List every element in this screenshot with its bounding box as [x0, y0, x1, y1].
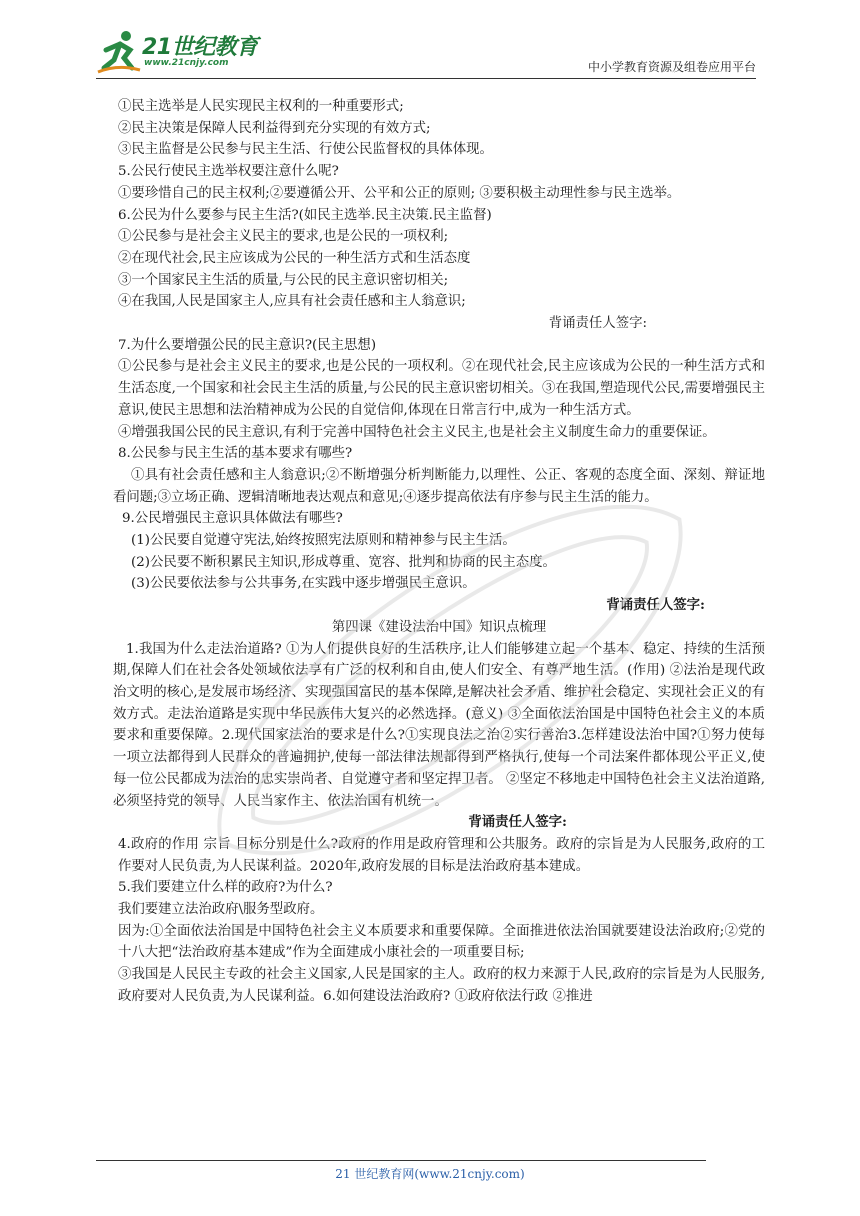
paragraph: 1.我国为什么走法治道路? ①为人们提供良好的生活秩序,让人们能够建立起一个基本、稳定、持续的生活预期,保障人们在社会各处领域依法享有广泛的权利和自由,使人们安全、有尊严地生活。(作用) ②法治是现代政治文明的核心,是发展市场经济、实现强国富民的基本保障,是解决社会矛盾、维护社会稳定、实现社会正义的有效方式。走法治道路是实现中华民族伟大复兴的必然选择。(意义) ③全面依法治国是中国特色社会主义的本质要求和重要保障。2.现代国家法治的要求是什么?①实现良法之治②实行善治3.怎样建设法治中国?①努力使每一项立法都得到人民群众的普遍拥护,使每一部法律法规都得到严格执行,使每一个司法案件都体现公平正义,使每一位公民都成为法治的忠实崇尚者、自觉遵守者和坚定捍卫者。 ②坚定不移地走中国特色社会主义法治道路,必须坚持党的领导、人民当家作主、依法治国有机统一。	[113, 641, 765, 809]
text-line: ③民主监督是公民参与民主生活、行使公民监督权的具体体现。	[118, 142, 493, 158]
text-line: ①公民参与是社会主义民主的要求,也是公民的一项权利;	[118, 229, 449, 245]
question-heading: 6.公民为什么要参与民主生活?(如民主选举.民主决策.民主监督)	[118, 207, 492, 223]
text-line: ②民主决策是保障人民利益得到充分实现的有效方式;	[118, 120, 431, 136]
list-item: (3)公民要依法参与公共事务,在实践中逐步增强民主意识。	[131, 576, 476, 592]
logo-text: 21世纪教育	[142, 35, 258, 60]
footer-divider	[96, 1160, 706, 1161]
list-item: (2)公民要不断积累民主知识,形成尊重、宽容、批判和协商的民主态度。	[131, 554, 556, 570]
footer-source: 21 世纪教育网(www.21cnjy.com)	[335, 1167, 525, 1181]
page-header	[96, 22, 756, 78]
text-line: ④在我国,人民是国家主人,应具有社会责任感和主人翁意识;	[118, 294, 466, 310]
paragraph: ①具有社会责任感和主人翁意识;②不断增强分析判断能力,以理性、公正、客观的态度全面、深刻、辩证地看问题;③立场正确、逻辑清晰地表达观点和意见;④逐步提高依法有序参与民主生活的能力。	[113, 467, 765, 505]
runner-icon	[96, 28, 142, 74]
question-heading: 7.为什么要增强公民的民主意识?(民主思想)	[118, 337, 377, 353]
question-heading: 8.公民参与民主生活的基本要求有哪些?	[118, 446, 353, 462]
lesson-title: 第四课《建设法治中国》知识点梳理	[331, 619, 547, 635]
text-line: ①要珍惜自己的民主权利;②要遵循公开、公平和公正的原则; ③要积极主动理性参与民主选举。	[118, 185, 681, 201]
list-item: (1)公民要自觉遵守宪法,始终按照宪法原则和精神参与民主生活。	[131, 533, 516, 549]
document-body	[113, 96, 765, 1008]
text-line: ③一个国家民主生活的质量,与公民的民主意识密切相关;	[118, 272, 449, 288]
paragraph: 因为:①全面依法治国是中国特色社会主义本质要求和重要保障。全面推进依法治国就要建设法治政府;②党的十八大把“法治政府基本建成”作为全面建成小康社会的一项重要目标;	[118, 923, 765, 961]
signature-line: 背诵责任人签字:	[468, 814, 567, 831]
signature-line: 背诵责任人签字:	[606, 597, 705, 614]
logo-url: www.21cnjy.com	[144, 58, 229, 68]
logo	[96, 28, 266, 76]
question-heading: 5.公民行使民主选举权要注意什么呢?	[118, 164, 339, 180]
question-heading: 9.公民增强民主意识具体做法有哪些?	[122, 511, 343, 527]
platform-name: 中小学教育资源及组卷应用平台	[587, 60, 756, 74]
signature-line: 背诵责任人签字:	[548, 316, 647, 332]
paragraph: ①公民参与是社会主义民主的要求,也是公民的一项权利。②在现代社会,民主应该成为公民的一种生活方式和生活态度,一个国家和社会民主生活的质量,与公民的民主意识密切相关。③在我国,塑造现代公民,需要增强民主意识,使民主思想和法治精神成为公民的自觉信仰,体现在日常言行中,成为一种生活方式。	[118, 359, 765, 418]
question-heading: 5.我们要建立什么样的政府?为什么?	[118, 880, 333, 896]
paragraph: ④增强我国公民的民主意识,有利于完善中国特色社会主义民主,也是社会主义制度生命力的重要保证。	[118, 424, 716, 440]
text-line: ②在现代社会,民主应该成为公民的一种生活方式和生活态度	[118, 250, 471, 266]
text-line: 我们要建立法治政府\服务型政府。	[118, 902, 324, 918]
paragraph: ③我国是人民民主专政的社会主义国家,人民是国家的主人。政府的权力来源于人民,政府的宗旨是为人民服务,政府要对人民负责,为人民谋利益。6.如何建设法治政府? ①政府依法行政 ②推进	[118, 967, 765, 1004]
header-divider	[96, 78, 756, 79]
paragraph: 4.政府的作用 宗旨 目标分别是什么?政府的作用是政府管理和公共服务。政府的宗旨是为人民服务,政府的工作要对人民负责,为人民谋利益。2020年,政府发展的目标是法治政府基本建成。	[118, 836, 765, 874]
text-line: ①民主选举是人民实现民主权利的一种重要形式;	[118, 99, 404, 114]
